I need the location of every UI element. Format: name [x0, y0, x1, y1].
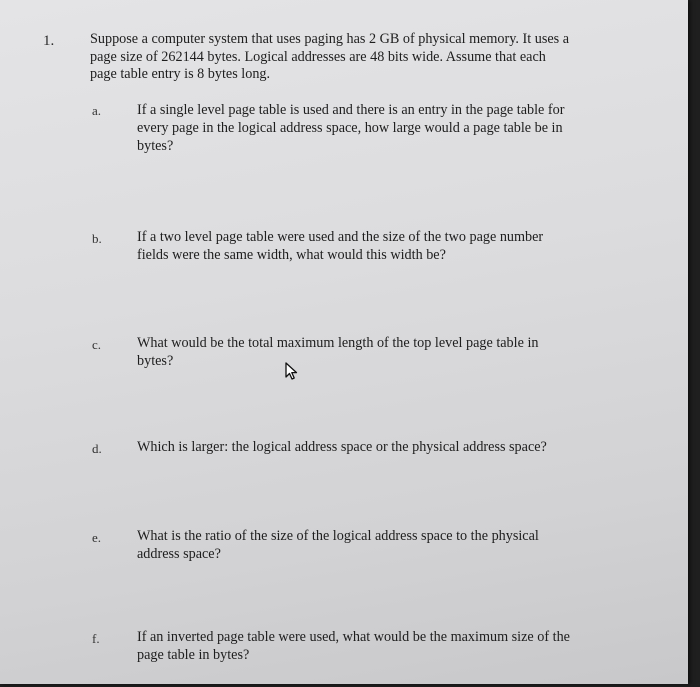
part-a-text: If a single level page table is used and there is an entry in the page table for every page in the logical address space, how large would a page table be in bytes? — [137, 102, 565, 154]
part-c-letter: c. — [92, 337, 102, 352]
part-c-text: What would be the total maximum length of the top level page table in bytes? — [137, 335, 539, 369]
part-d-text: Which is larger: the logical address space or the physical address space? — [137, 439, 547, 455]
part-e-text: What is the ratio of the size of the logical address space to the physical address space? — [137, 528, 539, 562]
part-b-letter: b. — [92, 231, 102, 246]
mouse-cursor-icon — [284, 362, 300, 380]
part-d-letter: d. — [92, 441, 102, 456]
part-f-text: If an inverted page table were used, what would be the maximum size of the page table in bytes? — [137, 629, 570, 663]
question-stem: Suppose a computer system that uses paging has 2 GB of physical memory. It uses a page size of 262144 bytes. Logical addresses are 48 bits wide. Assume that each page table entry is 8 bytes long. — [90, 31, 570, 82]
question-number: 1. — [43, 33, 55, 49]
part-a-letter: a. — [92, 103, 102, 118]
part-e-letter: e. — [92, 530, 102, 545]
part-b-text: If a two level page table were used and the size of the two page number fields were the same width, what would this width be? — [137, 229, 544, 263]
part-f-letter: f. — [92, 631, 100, 646]
